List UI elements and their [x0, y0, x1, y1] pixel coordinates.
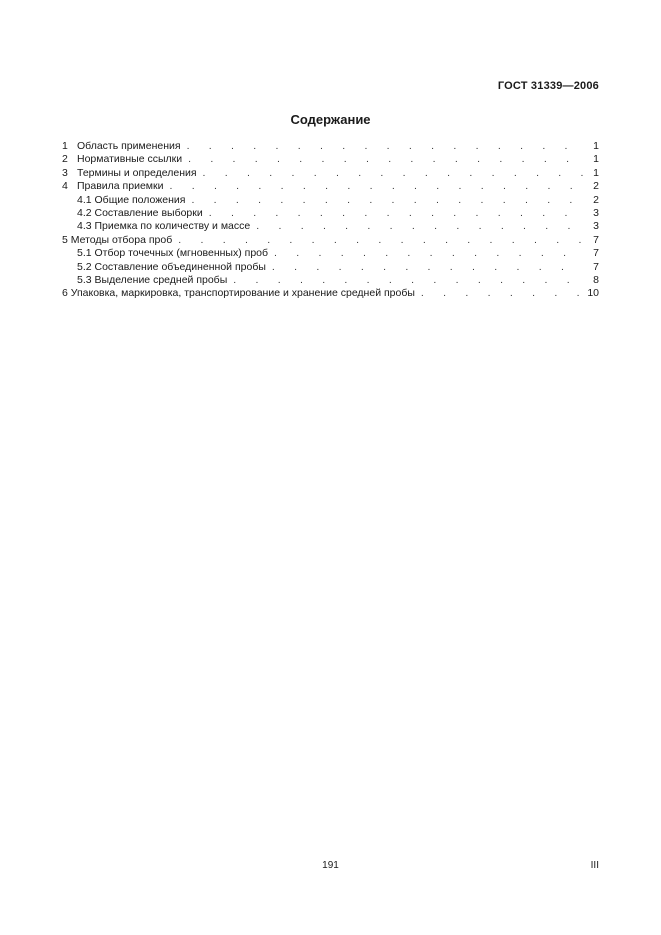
toc-entry-6[interactable] [62, 287, 599, 300]
toc-page: 3 [593, 206, 599, 219]
toc-page: 7 [593, 233, 599, 246]
toc-label: 5 Методы отбора проб [62, 233, 173, 246]
toc-label: 4.1 Общие положения [77, 193, 186, 206]
toc-page: 7 [593, 260, 599, 273]
toc-label: Область применения [77, 140, 181, 152]
dot-leader [274, 247, 583, 260]
dot-leader [233, 274, 583, 287]
dot-leader [191, 194, 583, 207]
toc-label: 4.3 Приемка по количеству и массе [77, 220, 251, 233]
standard-designation: ГОСТ 31339—2006 [497, 80, 599, 92]
toc-number: 3 [62, 166, 68, 179]
dot-leader [203, 167, 583, 180]
toc-entry-5-3[interactable] [62, 274, 599, 287]
dot-leader [209, 207, 583, 220]
toc-label: 5.1 Отбор точечных (мгновенных) проб [77, 247, 269, 260]
toc-entry-4-3[interactable] [62, 220, 599, 233]
dot-leader [421, 287, 581, 300]
toc-label: Правила приемки [77, 180, 164, 193]
toc-page: 2 [593, 193, 599, 206]
toc-page: 1 [593, 166, 599, 179]
toc-entry-4-2[interactable] [62, 207, 599, 220]
roman-page-number: III [590, 860, 599, 871]
dot-leader [272, 261, 583, 274]
toc-number: 4 [62, 180, 68, 193]
toc-label: 5.2 Составление объединенной пробы [77, 260, 266, 273]
dot-leader [187, 140, 583, 153]
toc-entry-4-1[interactable] [62, 194, 599, 207]
toc-entry-5[interactable] [62, 234, 599, 247]
toc-entry-1[interactable] [62, 140, 599, 153]
toc-page: 1 [593, 140, 599, 152]
dot-leader [188, 153, 583, 166]
toc-label: 6 Упаковка, маркировка, транспортирование и хранение средней пробы [62, 287, 415, 300]
toc-entry-5-1[interactable] [62, 247, 599, 260]
dot-leader [256, 220, 583, 233]
toc-page: 3 [593, 220, 599, 233]
toc-entry-4[interactable] [62, 180, 599, 193]
toc-page: 7 [593, 247, 599, 260]
table-of-contents [62, 140, 599, 301]
page-title: Содержание [290, 112, 371, 127]
page-number: 191 [322, 860, 339, 871]
toc-entry-2[interactable] [62, 153, 599, 166]
toc-label: 4.2 Составление выборки [77, 206, 203, 219]
toc-label: Термины и определения [77, 166, 197, 179]
toc-page: 1 [593, 153, 599, 166]
toc-page: 10 [587, 287, 599, 300]
toc-entry-3[interactable] [62, 167, 599, 180]
toc-page: 8 [593, 273, 599, 286]
toc-label: Нормативные ссылки [77, 153, 183, 166]
dot-leader [178, 234, 583, 247]
toc-number: 2 [62, 153, 68, 166]
toc-entry-5-2[interactable] [62, 261, 599, 274]
toc-label: 5.3 Выделение средней пробы [77, 273, 228, 286]
dot-leader [169, 180, 583, 193]
toc-page: 2 [593, 180, 599, 193]
toc-number: 1 [62, 140, 68, 152]
